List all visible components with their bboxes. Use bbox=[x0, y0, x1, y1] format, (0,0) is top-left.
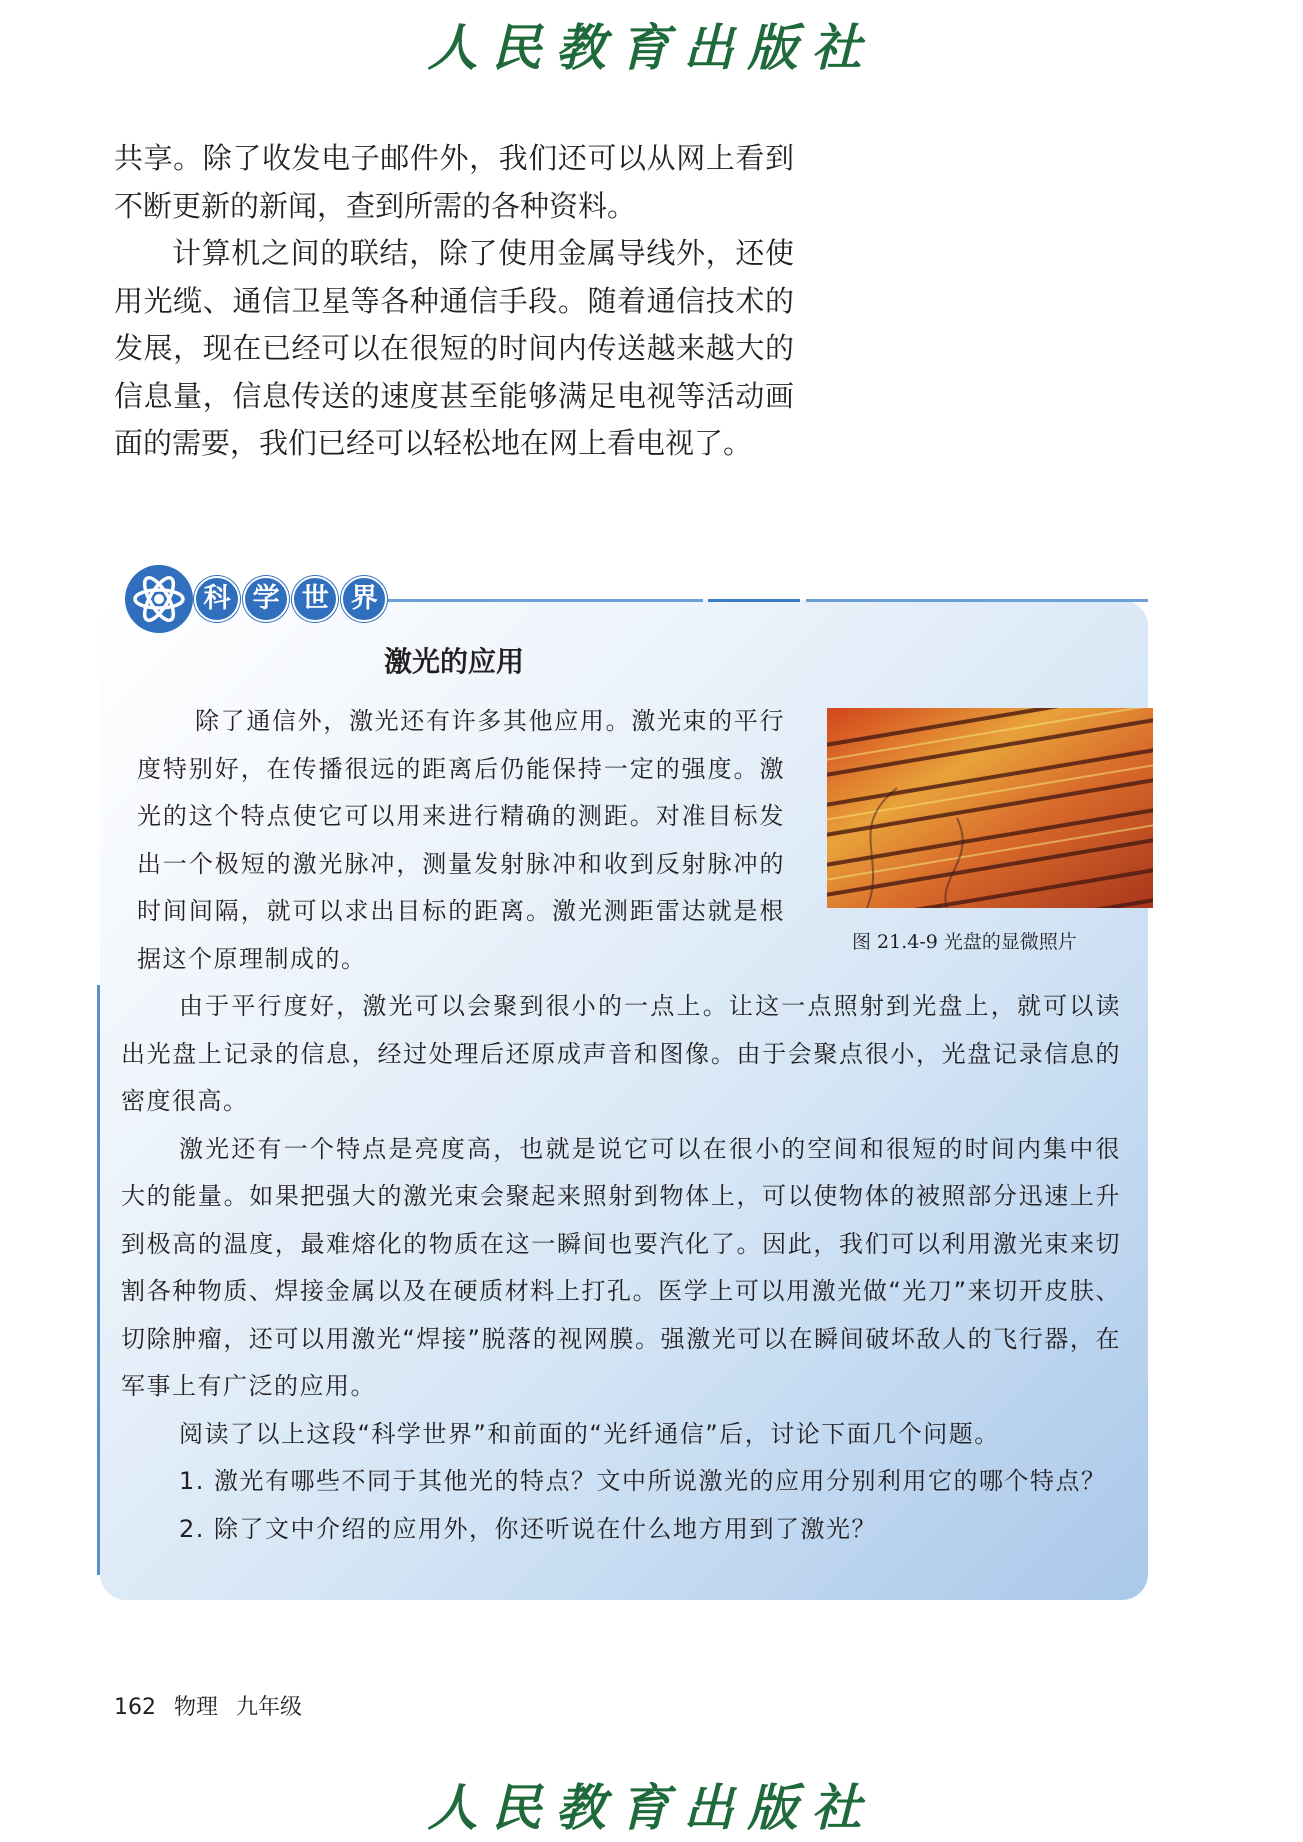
question-item: 1. 激光有哪些不同于其他光的特点？文中所说激光的应用分别利用它的哪个特点？ bbox=[179, 1467, 1107, 1495]
section-tag-char: 学 bbox=[243, 576, 289, 622]
section-tag-char: 世 bbox=[292, 576, 338, 622]
header-rule bbox=[806, 599, 1148, 602]
section-tag-char: 科 bbox=[194, 576, 240, 622]
section-body bbox=[121, 983, 1121, 1553]
grade-label: 九年级 bbox=[236, 1695, 303, 1720]
page-footer bbox=[114, 1690, 320, 1721]
main-paragraph: 计算机之间的联结，除了使用金属导线外，还使用光缆、通信卫星等各种通信手段。随着通信技术的发展，现在已经可以在很短的时间内传送越来越大的信息量，信息传送的速度甚至能够满足电视等活动画面的需要，我们已经可以轻松地在网上看电视了。 bbox=[114, 236, 794, 460]
section-paragraph: 除了通信外，激光还有许多其他应用。激光束的平行度特别好，在传播很远的距离后仍能保持一定的强度。激光的这个特点使它可以用来进行精确的测距。对准目标发出一个极短的激光脉冲，测量发射脉冲和收到反射脉冲的时间间隔，就可以求出目标的距离。激光测距雷达就是根据这个原理制成的。 bbox=[137, 707, 785, 973]
main-text bbox=[114, 135, 794, 468]
section-intro bbox=[137, 698, 785, 983]
atom-icon bbox=[124, 564, 194, 634]
subject-label: 物理 bbox=[174, 1695, 219, 1720]
section-paragraph: 由于平行度好，激光可以会聚到很小的一点上。让这一点照射到光盘上，就可以读出光盘上记录的信息，经过处理后还原成声音和图像。由于会聚点很小，光盘记录信息的密度很高。 bbox=[121, 992, 1121, 1115]
header-rule bbox=[345, 599, 703, 602]
section-paragraph: 激光还有一个特点是亮度高，也就是说它可以在很小的空间和很短的时间内集中很大的能量。如果把强大的激光束会聚起来照射到物体上，可以使物体的被照部分迅速上升到极高的温度，最难熔化的物质在这一瞬间也要汽化了。因此，我们可以利用激光束来切割各种物质、焊接金属以及在硬质材料上打孔。医学上可以用激光做“光刀”来切开皮肤、切除肿瘤，还可以用激光“焊接”脱落的视网膜。强激光可以在瞬间破坏敌人的飞行器，在军事上有广泛的应用。 bbox=[121, 1134, 1121, 1400]
question-item: 2. 除了文中介绍的应用外，你还听说在什么地方用到了激光？ bbox=[179, 1514, 878, 1543]
page-number: 162 bbox=[114, 1695, 156, 1720]
publisher-watermark-top: 人民教育出版社 bbox=[427, 18, 876, 77]
section-paragraph: 阅读了以上这段“科学世界”和前面的“光纤通信”后，讨论下面几个问题。 bbox=[179, 1419, 1000, 1448]
header-rule bbox=[708, 599, 800, 602]
cd-micrograph-image bbox=[827, 708, 1153, 908]
publisher-watermark-bottom: 人民教育出版社 bbox=[427, 1778, 876, 1837]
section-tag bbox=[194, 576, 385, 622]
main-paragraph: 共享。除了收发电子邮件外，我们还可以从网上看到不断更新的新闻，查到所需的各种资料。 bbox=[114, 141, 794, 223]
figure-caption: 图 21.4-9 光盘的显微照片 bbox=[852, 931, 1077, 953]
section-tag-char: 界 bbox=[341, 576, 387, 622]
box-left-accent bbox=[97, 985, 100, 1575]
section-title: 激光的应用 bbox=[384, 645, 525, 678]
